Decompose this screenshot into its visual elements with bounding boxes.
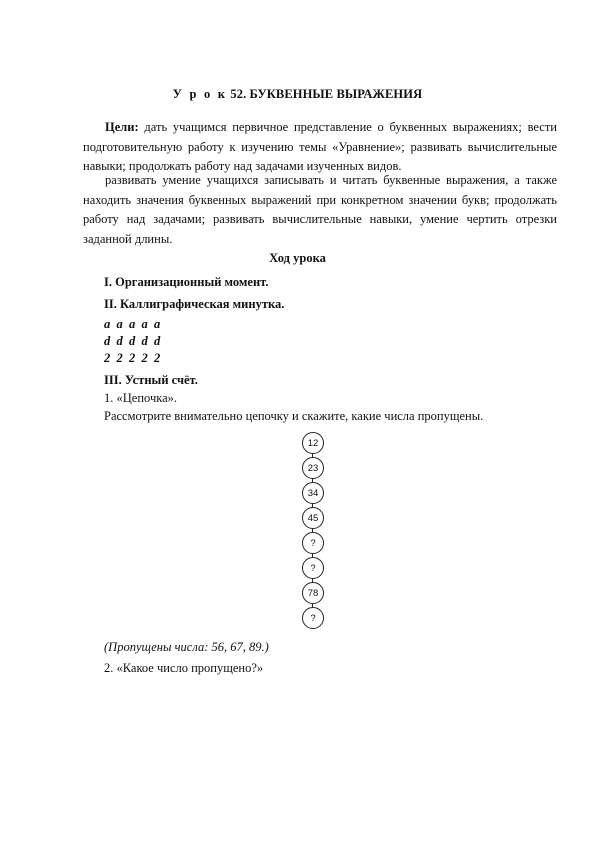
lesson-heading: Ход урока (269, 251, 326, 265)
goals-paragraph-2: развивать умение учащихся записывать и читать буквенные выражения, а также находить значения буквенных выражений при конкретном значении букв; продолжать работу над задачами; развивать вычислительные навыки, умение чертить отрезки заданной длины. (83, 173, 557, 246)
goals-label: Цели: (105, 120, 139, 134)
goals-paragraph (83, 118, 557, 177)
task1-text: Рассмотрите внимательно цепочку и скажите, какие числа пропущены. (104, 409, 484, 423)
calligraphy-line-3: 2 2 2 2 2 (104, 351, 161, 365)
goals-text: дать учащимся первичное представление о буквенных выражениях; вести подготовительную работу к изучению темы «Уравнение»; развивать вычислительные навыки; продолжать работу над задачами изученных видов. (83, 120, 557, 173)
lesson-title (0, 87, 595, 102)
task2-title: 2. «Какое число пропущено?» (104, 661, 264, 675)
section-organizational: I. Организационный момент. (104, 275, 269, 289)
calligraphy-line-2: d d d d d (104, 334, 161, 348)
chain-circle: ? (302, 557, 324, 579)
task1-title: 1. «Цепочка». (104, 391, 178, 405)
missing-numbers-answer: (Пропущены числа: 56, 67, 89.) (104, 640, 269, 654)
lesson-title-prefix: У р о к (172, 87, 228, 101)
section-calligraphy: II. Каллиграфическая минутка. (104, 297, 285, 311)
chain-circle: 34 (302, 482, 324, 504)
chain-circle: ? (302, 607, 324, 629)
chain-circle: 78 (302, 582, 324, 604)
chain-circle: ? (302, 532, 324, 554)
chain-circle: 45 (302, 507, 324, 529)
chain-circle: 12 (302, 432, 324, 454)
section-oral-count: III. Устный счёт. (104, 373, 198, 387)
lesson-title-text: 52. БУКВЕННЫЕ ВЫРАЖЕНИЯ (227, 87, 423, 101)
calligraphy-line-1: а а а а а (104, 317, 161, 331)
chain-circle: 23 (302, 457, 324, 479)
